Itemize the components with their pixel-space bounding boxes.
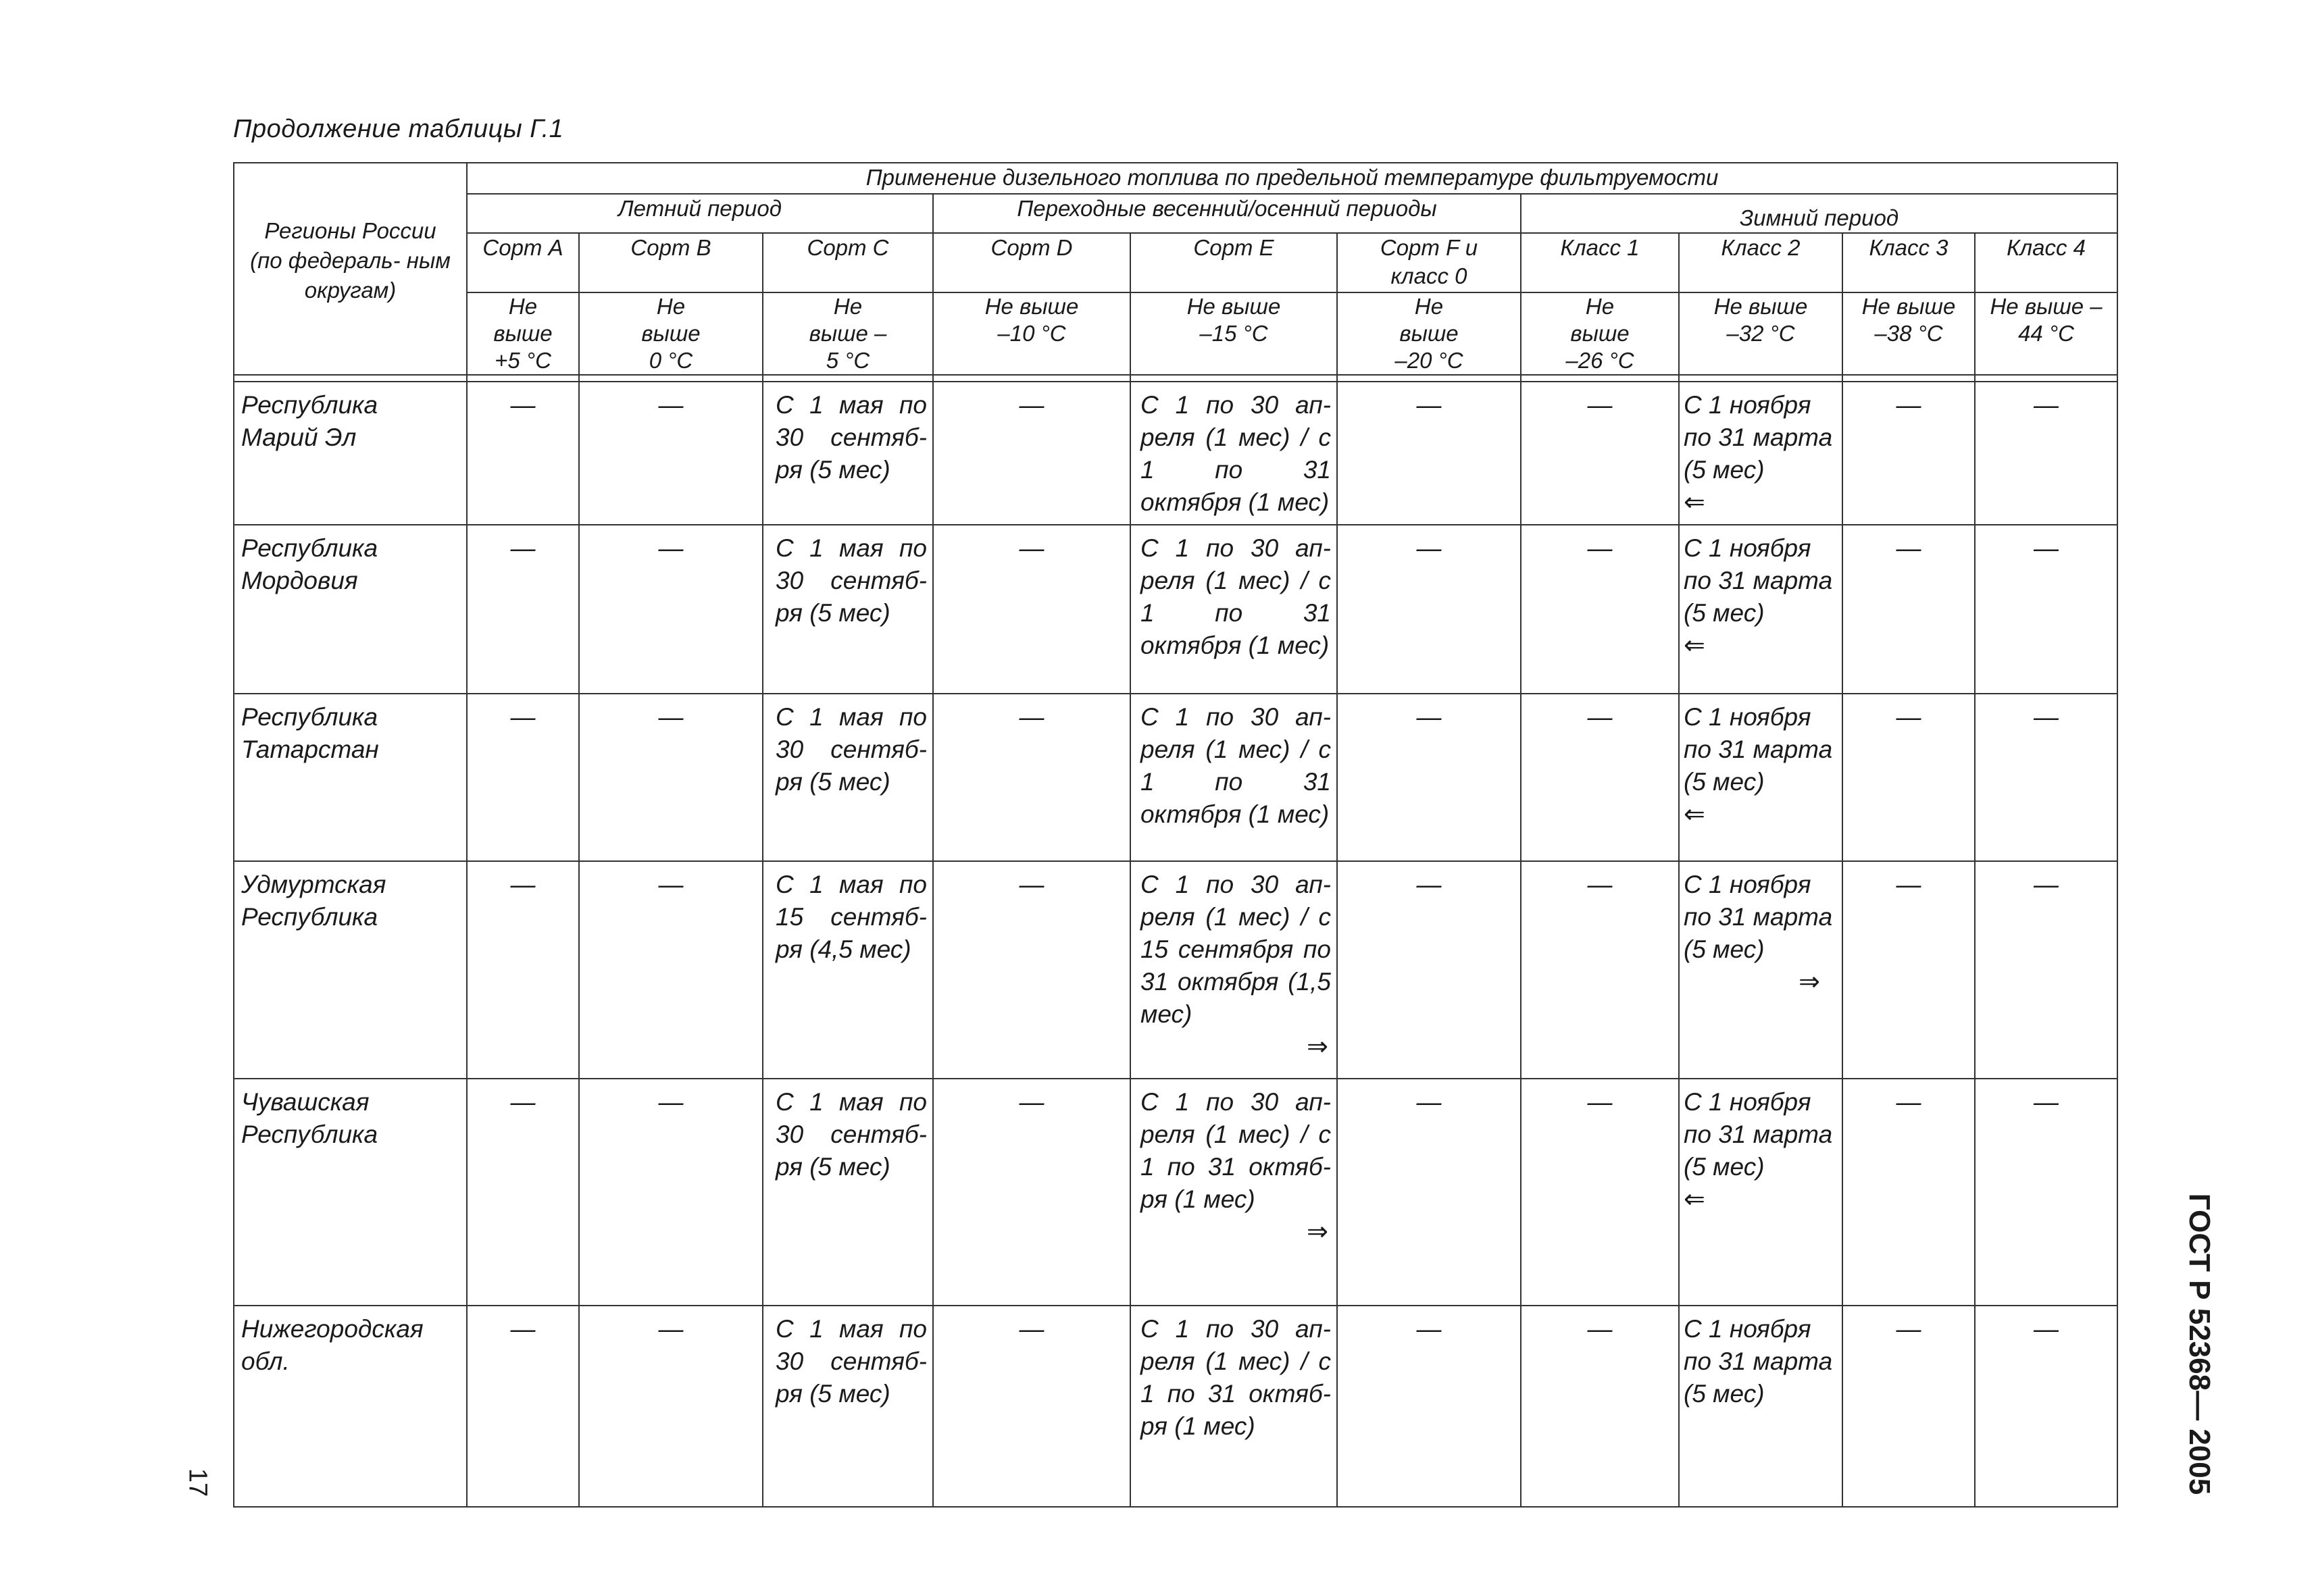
arrow-right-icon: ⇒ bbox=[1799, 968, 1820, 996]
sortE-text: С 1 по 30 ап- реля (1 мес) / с 15 сентября по 31 октября (1,5 мес) bbox=[1140, 871, 1331, 1028]
table-row bbox=[234, 525, 2117, 694]
cell-sort-b: — bbox=[579, 861, 763, 1079]
header-sort-d: Сорт D bbox=[933, 233, 1130, 292]
header-main: Применение дизельного топлива по предельной температуре фильтруемости bbox=[467, 163, 2117, 194]
cell-sort-b: — bbox=[579, 1079, 763, 1306]
cell-sort-c: С 1 мая по 30 сентяб- ря (5 мес) bbox=[763, 382, 933, 525]
cell-class-4: — bbox=[1975, 382, 2117, 525]
header-sort-f: Сорт F и класс 0 bbox=[1337, 233, 1521, 292]
cell-class-3: — bbox=[1842, 861, 1975, 1079]
cell-class-3: — bbox=[1842, 525, 1975, 694]
cell-class-4: — bbox=[1975, 1306, 2117, 1507]
cell-sort-e bbox=[1130, 861, 1337, 1079]
header-class-1: Класс 1 bbox=[1521, 233, 1679, 292]
header-class-3: Класс 3 bbox=[1842, 233, 1975, 292]
page-number bbox=[177, 1462, 218, 1503]
page-number-text: 17 bbox=[183, 1468, 212, 1497]
class2-text: С 1 ноября по 31 марта (5 мес) bbox=[1684, 391, 1833, 484]
cell-sort-c: С 1 мая по 30 сентяб- ря (5 мес) bbox=[763, 1079, 933, 1306]
region-name: Удмуртская Республика bbox=[234, 861, 467, 1079]
header-period-summer: Летний период bbox=[467, 194, 933, 233]
cell-sort-d: — bbox=[933, 1306, 1130, 1507]
cell-class-4: — bbox=[1975, 525, 2117, 694]
cell-class-3: — bbox=[1842, 694, 1975, 861]
arrow-left-icon: ⇐ bbox=[1684, 1185, 1705, 1214]
cell-class-1: — bbox=[1521, 1079, 1679, 1306]
cell-class-4: — bbox=[1975, 1079, 2117, 1306]
arrow-left-icon: ⇐ bbox=[1684, 800, 1705, 829]
header-sort-c: Сорт С bbox=[763, 233, 933, 292]
arrow-right-icon: ⇒ bbox=[1307, 1033, 1328, 1061]
cell-sort-a: — bbox=[467, 861, 579, 1079]
cell-sort-f: — bbox=[1337, 382, 1521, 525]
document-standard-title bbox=[2172, 1193, 2226, 1495]
cell-class-2 bbox=[1679, 1079, 1842, 1306]
region-name: Нижегородская обл. bbox=[234, 1306, 467, 1507]
header-temp-b: Не выше 0 °С bbox=[579, 292, 763, 375]
cell-sort-d: — bbox=[933, 861, 1130, 1079]
cell-class-2 bbox=[1679, 694, 1842, 861]
sortE-text: С 1 по 30 ап- реля (1 мес) / с 1 по 31 октяб- ря (1 мес) bbox=[1140, 1088, 1331, 1213]
cell-sort-b: — bbox=[579, 1306, 763, 1507]
cell-class-2 bbox=[1679, 861, 1842, 1079]
cell-sort-a: — bbox=[467, 694, 579, 861]
cell-class-4: — bbox=[1975, 694, 2117, 861]
arrow-left-icon: ⇐ bbox=[1684, 488, 1705, 517]
cell-sort-c: С 1 мая по 30 сентяб- ря (5 мес) bbox=[763, 525, 933, 694]
cell-sort-e: С 1 по 30 ап- реля (1 мес) / с 1 по 31 октяб- ря (1 мес) bbox=[1130, 1306, 1337, 1507]
cell-sort-c: С 1 мая по 15 сентяб- ря (4,5 мес) bbox=[763, 861, 933, 1079]
cell-sort-d: — bbox=[933, 694, 1130, 861]
cell-sort-a: — bbox=[467, 1306, 579, 1507]
header-regions: Регионы России (по федераль- ным округам) bbox=[234, 163, 467, 375]
standard-code: ГОСТ Р 52368— 2005 bbox=[2183, 1193, 2216, 1495]
header-temp-class2: Не выше –32 °С bbox=[1679, 292, 1842, 375]
cell-class-2 bbox=[1679, 525, 1842, 694]
header-sort-a: Сорт А bbox=[467, 233, 579, 292]
header-sort-e: Сорт Е bbox=[1130, 233, 1337, 292]
cell-class-3: — bbox=[1842, 1306, 1975, 1507]
cell-class-1: — bbox=[1521, 382, 1679, 525]
cell-sort-a: — bbox=[467, 1079, 579, 1306]
cell-sort-d: — bbox=[933, 525, 1130, 694]
header-temp-class3: Не выше –38 °С bbox=[1842, 292, 1975, 375]
cell-sort-e: С 1 по 30 ап- реля (1 мес) / с 1 по 31 октября (1 мес) bbox=[1130, 694, 1337, 861]
table-row bbox=[234, 861, 2117, 1079]
cell-sort-c: С 1 мая по 30 сентяб- ря (5 мес) bbox=[763, 694, 933, 861]
cell-sort-f: — bbox=[1337, 861, 1521, 1079]
cell-sort-e: С 1 по 30 ап- реля (1 мес) / с 1 по 31 октября (1 мес) bbox=[1130, 382, 1337, 525]
region-name: Республика Татарстан bbox=[234, 694, 467, 861]
cell-class-1: — bbox=[1521, 525, 1679, 694]
table-row bbox=[234, 694, 2117, 861]
cell-sort-b: — bbox=[579, 525, 763, 694]
cell-sort-f: — bbox=[1337, 525, 1521, 694]
cell-sort-b: — bbox=[579, 382, 763, 525]
header-temp-f: Не выше –20 °С bbox=[1337, 292, 1521, 375]
cell-class-1: — bbox=[1521, 861, 1679, 1079]
cell-class-3: — bbox=[1842, 382, 1975, 525]
header-temp-e: Не выше –15 °С bbox=[1130, 292, 1337, 375]
arrow-right-icon: ⇒ bbox=[1307, 1218, 1328, 1246]
fuel-application-table bbox=[233, 162, 2118, 1508]
cell-sort-f: — bbox=[1337, 694, 1521, 861]
cell-sort-e bbox=[1130, 1079, 1337, 1306]
region-name: Республика Мордовия bbox=[234, 525, 467, 694]
cell-sort-d: — bbox=[933, 1079, 1130, 1306]
cell-class-4: — bbox=[1975, 861, 2117, 1079]
cell-class-1: — bbox=[1521, 1306, 1679, 1507]
class2-text: С 1 ноября по 31 марта (5 мес) bbox=[1684, 703, 1833, 796]
cell-sort-d: — bbox=[933, 382, 1130, 525]
header-temp-class1: Не выше –26 °С bbox=[1521, 292, 1679, 375]
header-period-winter: Зимний период bbox=[1521, 194, 2117, 233]
header-class-2: Класс 2 bbox=[1679, 233, 1842, 292]
header-temp-a: Не выше +5 °С bbox=[467, 292, 579, 375]
arrow-left-icon: ⇐ bbox=[1684, 632, 1705, 660]
cell-class-3: — bbox=[1842, 1079, 1975, 1306]
table-caption: Продолжение таблицы Г.1 bbox=[233, 115, 564, 143]
cell-sort-f: — bbox=[1337, 1306, 1521, 1507]
header-class-4: Класс 4 bbox=[1975, 233, 2117, 292]
class2-text: С 1 ноября по 31 марта (5 мес) bbox=[1684, 1088, 1833, 1181]
header-temp-c: Не выше –5 °С bbox=[763, 292, 933, 375]
cell-class-1: — bbox=[1521, 694, 1679, 861]
cell-class-2 bbox=[1679, 382, 1842, 525]
table-row bbox=[234, 382, 2117, 525]
table-row bbox=[234, 1306, 2117, 1507]
cell-sort-c: С 1 мая по 30 сентяб- ря (5 мес) bbox=[763, 1306, 933, 1507]
region-name: Чувашская Республика bbox=[234, 1079, 467, 1306]
cell-class-2: С 1 ноября по 31 марта (5 мес) bbox=[1679, 1306, 1842, 1507]
cell-sort-a: — bbox=[467, 525, 579, 694]
cell-sort-b: — bbox=[579, 694, 763, 861]
cell-sort-e: С 1 по 30 ап- реля (1 мес) / с 1 по 31 октября (1 мес) bbox=[1130, 525, 1337, 694]
cell-sort-f: — bbox=[1337, 1079, 1521, 1306]
header-temp-d: Не выше –10 °С bbox=[933, 292, 1130, 375]
table-row bbox=[234, 1079, 2117, 1306]
header-period-transition: Переходные весенний/осенний периоды bbox=[933, 194, 1521, 233]
region-name: Республика Марий Эл bbox=[234, 382, 467, 525]
cell-sort-a: — bbox=[467, 382, 579, 525]
header-sort-b: Сорт В bbox=[579, 233, 763, 292]
class2-text: С 1 ноября по 31 марта (5 мес) bbox=[1684, 871, 1833, 963]
class2-text: С 1 ноября по 31 марта (5 мес) bbox=[1684, 534, 1833, 627]
header-temp-class4: Не выше –44 °С bbox=[1975, 292, 2117, 375]
